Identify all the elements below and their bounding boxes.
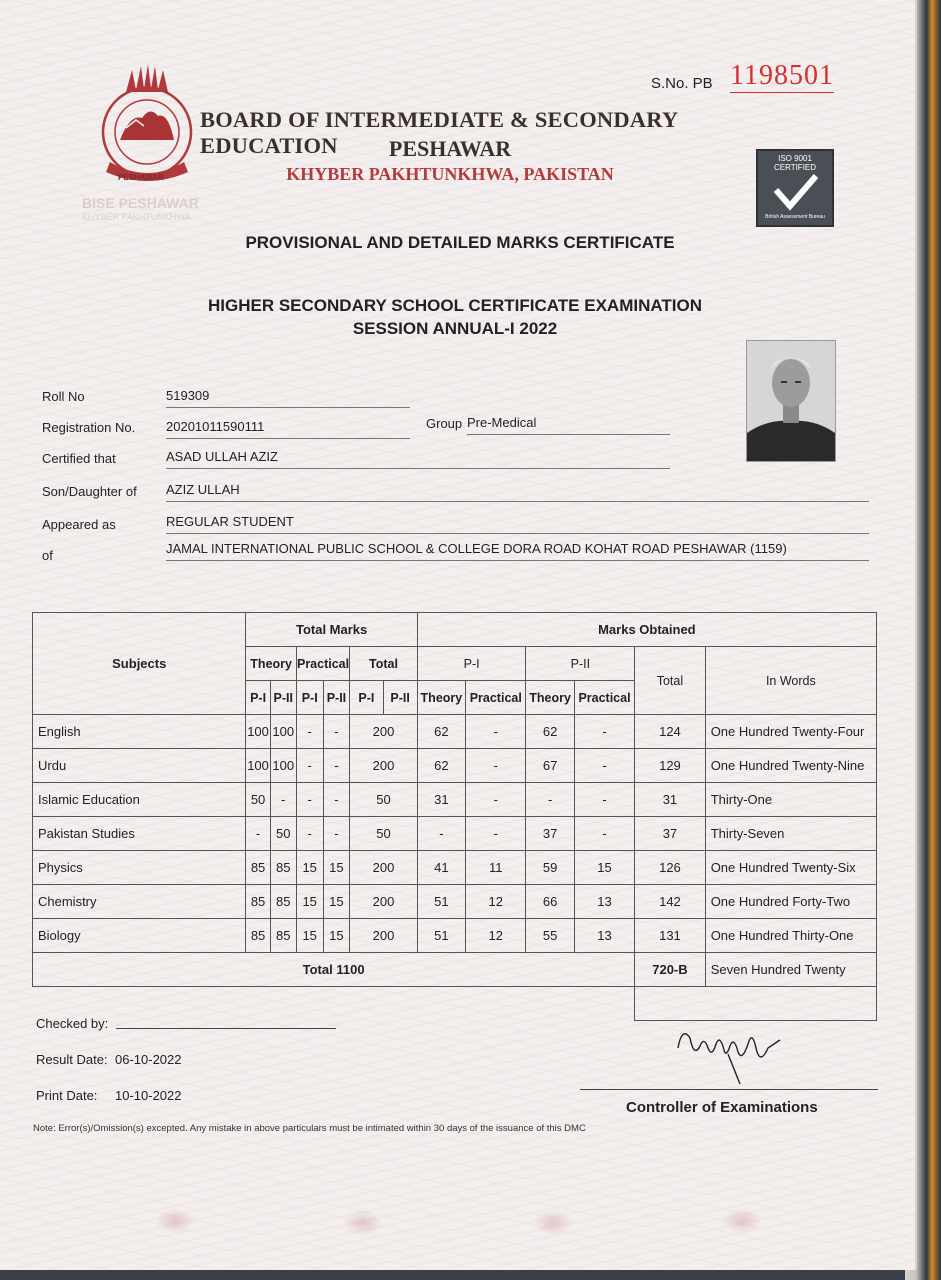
tm-theory-p1: 85 (246, 885, 270, 919)
board-logo (96, 62, 198, 184)
mo-total: 37 (635, 817, 705, 851)
table-row (33, 919, 877, 953)
blank-row (33, 987, 877, 1021)
tm-theory-p2: 50 (270, 817, 296, 851)
registration-label: Registration No. (42, 420, 136, 435)
mo-p1-theory: 31 (417, 783, 465, 817)
board-province: KHYBER PAKHTUNKHWA, PAKISTAN (286, 164, 614, 184)
serial-label: S.No. PB (651, 75, 713, 92)
watermark (82, 196, 199, 224)
mo-total: 129 (635, 749, 705, 783)
tm-theory-p2: 85 (270, 851, 296, 885)
tm-practical-p2: - (323, 817, 350, 851)
subject-name: Pakistan Studies (33, 817, 246, 851)
header-mo-total: Total (635, 647, 705, 715)
tm-practical-p2: 15 (323, 885, 350, 919)
roll-no-label: Roll No (42, 389, 85, 404)
table-row (33, 817, 877, 851)
mo-p2-theory: 37 (526, 817, 574, 851)
mo-p1-practical: 11 (466, 851, 526, 885)
mo-p2-theory: 59 (526, 851, 574, 885)
tm-practical-p1: - (296, 783, 323, 817)
mo-p2-theory: 66 (526, 885, 574, 919)
table-row (33, 885, 877, 919)
header-tm-total-p2: P-II (383, 681, 417, 715)
subject-name: Biology (33, 919, 246, 953)
tm-total: 200 (350, 919, 417, 953)
header-mo-p2-practical: Practical (574, 681, 634, 715)
security-mark (155, 1208, 195, 1234)
mo-in-words: One Hundred Forty-Two (705, 885, 876, 919)
tm-theory-p2: 85 (270, 885, 296, 919)
mo-p2-practical: - (574, 715, 634, 749)
mo-in-words: One Hundred Thirty-One (705, 919, 876, 953)
mo-p2-practical: - (574, 817, 634, 851)
mo-p2-theory: 55 (526, 919, 574, 953)
mo-p1-practical: - (466, 749, 526, 783)
tm-theory-p2: 100 (270, 749, 296, 783)
watermark-line2: KHYBER PAKHTUNKHWA (82, 212, 191, 222)
logo-city-text: PESHAWAR (118, 173, 164, 182)
tm-theory-p1: 85 (246, 919, 270, 953)
checkmark-icon (770, 172, 820, 212)
mo-in-words: One Hundred Twenty-Four (705, 715, 876, 749)
iso-footer-text: British Assessment Bureau (765, 214, 825, 220)
mo-p2-theory: - (526, 783, 574, 817)
mo-in-words: One Hundred Twenty-Nine (705, 749, 876, 783)
header-marks-obtained: Marks Obtained (417, 613, 876, 647)
mo-p2-practical: - (574, 749, 634, 783)
of-label: of (42, 548, 53, 563)
registration-value: 20201011590111 (166, 419, 410, 439)
mo-total: 131 (635, 919, 705, 953)
header-tm-theory-p2: P-II (270, 681, 296, 715)
header-in-words: In Words (705, 647, 876, 715)
header-total-marks: Total Marks (246, 613, 417, 647)
mo-p1-theory: 41 (417, 851, 465, 885)
session-title: SESSION ANNUAL-I 2022 (352, 319, 558, 338)
tm-theory-p1: 100 (246, 749, 270, 783)
header-subjects: Subjects (33, 613, 246, 715)
appeared-label: Appeared as (42, 517, 116, 532)
tm-practical-p1: 15 (296, 851, 323, 885)
appeared-value: REGULAR STUDENT (166, 514, 869, 534)
header-tm-total: Total (350, 647, 417, 681)
iso-badge (756, 149, 834, 227)
print-date-label: Print Date: (36, 1088, 98, 1103)
footer-note: Note: Error(s)/Omission(s) excepted. Any mistake in above particulars must be intimated within 30 days of the issuance of this DMC (33, 1123, 586, 1134)
mo-p2-practical: 15 (574, 851, 634, 885)
watermark-line1: BISE PESHAWAR (82, 195, 199, 211)
header-tm-practical: Practical (296, 647, 349, 681)
mo-p1-practical: 12 (466, 919, 526, 953)
mo-p2-theory: 67 (526, 749, 574, 783)
mo-total: 142 (635, 885, 705, 919)
mo-in-words: Thirty-One (705, 783, 876, 817)
header-tm-total-p1: P-I (350, 681, 383, 715)
certificate-title: PROVISIONAL AND DETAILED MARKS CERTIFICATE (245, 233, 675, 252)
header-tm-practical-p1: P-I (296, 681, 323, 715)
parent-label: Son/Daughter of (42, 484, 137, 499)
tm-practical-p2: 15 (323, 919, 350, 953)
mo-p1-practical: - (466, 715, 526, 749)
mo-total: 31 (635, 783, 705, 817)
grand-total-value: 720-B (635, 953, 705, 987)
tm-total: 50 (350, 817, 417, 851)
mo-p1-practical: 12 (466, 885, 526, 919)
tm-practical-p2: 15 (323, 851, 350, 885)
tm-theory-p2: 85 (270, 919, 296, 953)
header-mo-p1: P-I (417, 647, 526, 681)
student-name: ASAD ULLAH AZIZ (166, 449, 670, 469)
tm-practical-p2: - (323, 749, 350, 783)
board-city: PESHAWAR (388, 136, 512, 161)
tm-practical-p1: - (296, 715, 323, 749)
tm-theory-p1: 50 (246, 783, 270, 817)
security-mark (722, 1208, 762, 1234)
tm-theory-p1: 100 (246, 715, 270, 749)
mo-p2-practical: 13 (574, 919, 634, 953)
roll-no-value: 519309 (166, 388, 410, 408)
result-date-value: 06-10-2022 (115, 1052, 182, 1067)
tm-total: 200 (350, 885, 417, 919)
mo-p2-practical: 13 (574, 885, 634, 919)
header-tm-practical-p2: P-II (323, 681, 350, 715)
tm-practical-p1: 15 (296, 885, 323, 919)
mo-p1-practical: - (466, 817, 526, 851)
subject-name: English (33, 715, 246, 749)
header-tm-theory-p1: P-I (246, 681, 270, 715)
mo-p1-theory: 51 (417, 919, 465, 953)
result-date-label: Result Date: (36, 1052, 108, 1067)
tm-practical-p1: 15 (296, 919, 323, 953)
grand-total-words: Seven Hundred Twenty (705, 953, 876, 987)
table-row (33, 749, 877, 783)
security-mark (533, 1210, 573, 1236)
total-row (33, 953, 877, 987)
tm-practical-p1: - (296, 817, 323, 851)
print-date-value: 10-10-2022 (115, 1088, 182, 1103)
mo-total: 126 (635, 851, 705, 885)
exam-heading (150, 294, 760, 340)
institution-value: JAMAL INTERNATIONAL PUBLIC SCHOOL & COLLEGE DORA ROAD KOHAT ROAD PESHAWAR (1159) (166, 541, 869, 561)
parent-name: AZIZ ULLAH (166, 482, 869, 502)
mo-p1-theory: 62 (417, 749, 465, 783)
tm-theory-p2: 100 (270, 715, 296, 749)
certified-label: Certified that (42, 451, 116, 466)
mo-in-words: One Hundred Twenty-Six (705, 851, 876, 885)
checked-by-line (116, 1028, 336, 1029)
mo-in-words: Thirty-Seven (705, 817, 876, 851)
mo-p1-theory: - (417, 817, 465, 851)
header-mo-p2: P-II (526, 647, 635, 681)
signature-line (580, 1089, 878, 1090)
subject-name: Physics (33, 851, 246, 885)
tm-theory-p1: - (246, 817, 270, 851)
subject-name: Urdu (33, 749, 246, 783)
blank-cell (635, 987, 877, 1021)
tm-total: 200 (350, 851, 417, 885)
group-value: Pre-Medical (467, 415, 670, 435)
table-row (33, 851, 877, 885)
mo-p1-theory: 62 (417, 715, 465, 749)
table-row (33, 783, 877, 817)
mo-p2-theory: 62 (526, 715, 574, 749)
serial-number: 1198501 (730, 60, 834, 91)
tm-theory-p1: 85 (246, 851, 270, 885)
student-photo (746, 340, 836, 462)
subject-name: Chemistry (33, 885, 246, 919)
tm-practical-p1: - (296, 749, 323, 783)
tm-total: 200 (350, 749, 417, 783)
subject-name: Islamic Education (33, 783, 246, 817)
mo-p1-theory: 51 (417, 885, 465, 919)
exam-title: HIGHER SECONDARY SCHOOL CERTIFICATE EXAMINATION (208, 296, 702, 315)
tm-practical-p2: - (323, 715, 350, 749)
table-row (33, 715, 877, 749)
board-name: BOARD OF INTERMEDIATE & SECONDARY EDUCATION (200, 107, 678, 158)
security-mark (343, 1210, 383, 1236)
grand-total-label: Total 1100 (33, 953, 635, 987)
header-mo-p2-theory: Theory (526, 681, 574, 715)
marks-table (32, 612, 877, 1021)
tm-total: 50 (350, 783, 417, 817)
checked-by-label: Checked by: (36, 1016, 109, 1031)
header-mo-p1-practical: Practical (466, 681, 526, 715)
mo-p1-practical: - (466, 783, 526, 817)
iso-badge-text: ISO 9001 CERTIFIED (773, 154, 817, 172)
header-tm-theory: Theory (246, 647, 296, 681)
tm-total: 200 (350, 715, 417, 749)
group-label: Group (426, 416, 463, 431)
signatory-title: Controller of Examinations (626, 1099, 818, 1116)
tm-theory-p2: - (270, 783, 296, 817)
header-mo-p1-theory: Theory (417, 681, 465, 715)
mo-p2-practical: - (574, 783, 634, 817)
controller-signature (668, 1018, 788, 1090)
mo-total: 124 (635, 715, 705, 749)
tm-practical-p2: - (323, 783, 350, 817)
